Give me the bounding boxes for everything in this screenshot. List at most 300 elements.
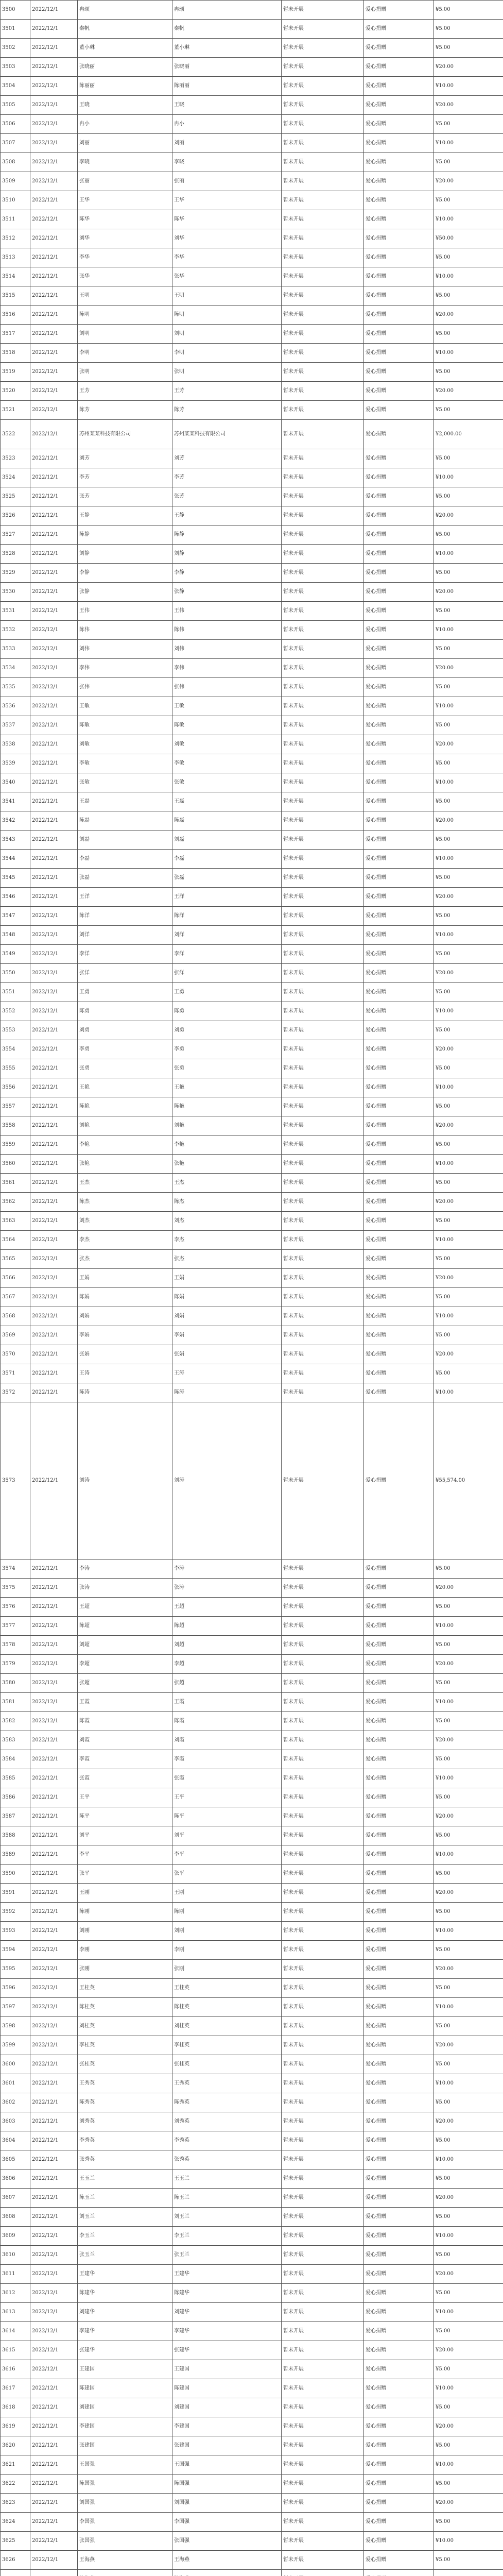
purpose-cell: 爱心捐赠 [364,134,434,153]
donor-name-cell: 陈超 [172,1617,282,1636]
purpose-cell: 爱心捐赠 [364,1307,434,1326]
project-status-cell: 暂未开展 [282,468,364,487]
purpose-cell: 爱心捐赠 [364,773,434,792]
amount-cell: ¥10.00 [434,621,503,640]
purpose-cell: 爱心捐赠 [364,382,434,401]
donor-cell: 陈磊 [78,811,172,831]
project-status-cell: 暂未开展 [282,2131,364,2150]
date-cell: 2022/12/1 [30,2227,78,2246]
table-row [1,1402,503,1560]
project-status-cell: 暂未开展 [282,811,364,831]
serial-number-cell: 3622 [1,2475,30,2494]
amount-cell: ¥5.00 [434,2131,503,2150]
amount-cell: ¥20.00 [434,1345,503,1364]
donor-cell: 李娟 [78,1326,172,1345]
project-status-cell: 暂未开展 [282,1097,364,1116]
date-cell: 2022/12/1 [30,659,78,678]
date-cell: 2022/12/1 [30,420,78,449]
date-cell: 2022/12/1 [30,449,78,468]
project-status-cell: 暂未开展 [282,2189,364,2208]
project-status-cell: 暂未开展 [282,735,364,754]
date-cell: 2022/12/1 [30,1636,78,1655]
table-row [1,344,503,363]
date-cell: 2022/12/1 [30,1383,78,1402]
serial-number-cell: 3579 [1,1655,30,1674]
purpose-cell: 爱心捐赠 [364,1712,434,1731]
date-cell: 2022/12/1 [30,2551,78,2570]
donor-name-cell: 刘勇 [172,1021,282,1040]
amount-cell: ¥10.00 [434,1002,503,1021]
amount-cell: ¥20.00 [434,888,503,907]
project-status-cell: 暂未开展 [282,2227,364,2246]
project-status-cell: 暂未开展 [282,1078,364,1097]
amount-cell: ¥5.00 [434,2398,503,2417]
donor-cell: 王艳 [78,1078,172,1097]
project-status-cell: 暂未开展 [282,1807,364,1826]
serial-number-cell: 3595 [1,1960,30,1979]
donor-cell: 王超 [78,1598,172,1617]
donor-cell: 李霞 [78,1750,172,1769]
purpose-cell: 爱心捐赠 [364,602,434,621]
purpose-cell: 爱心捐赠 [364,964,434,983]
purpose-cell: 爱心捐赠 [364,2112,434,2131]
project-status-cell: 暂未开展 [282,2284,364,2303]
donor-cell: 张伟 [78,678,172,697]
table-row [1,1560,503,1579]
serial-number-cell: 3568 [1,1307,30,1326]
donor-name-cell: 王娟 [172,1269,282,1288]
donor-cell: 刘艳 [78,1116,172,1136]
serial-number-cell: 3594 [1,1941,30,1960]
donor-cell: 王杰 [78,1174,172,1193]
donor-cell: 张国强 [78,2532,172,2551]
project-status-cell: 暂未开展 [282,1116,364,1136]
table-row [1,1383,503,1402]
amount-cell: ¥5.00 [434,907,503,926]
donor-cell: 李建国 [78,2417,172,2436]
donor-cell: 王静 [78,506,172,526]
amount-cell: ¥10.00 [434,2227,503,2246]
purpose-cell: 爱心捐赠 [364,77,434,96]
donor-cell: 张超 [78,1674,172,1693]
donor-cell: 刘敏 [78,735,172,754]
serial-number-cell: 3531 [1,602,30,621]
table-row [1,2475,503,2494]
date-cell: 2022/12/1 [30,468,78,487]
serial-number-cell: 3593 [1,1922,30,1941]
purpose-cell: 爱心捐赠 [364,286,434,306]
date-cell: 2022/12/1 [30,945,78,964]
purpose-cell: 爱心捐赠 [364,325,434,344]
donor-name-cell: 李国强 [172,2513,282,2532]
donor-cell: 陈桂英 [78,1998,172,2017]
purpose-cell: 爱心捐赠 [364,1998,434,2017]
date-cell: 2022/12/1 [30,1560,78,1579]
serial-number-cell: 3554 [1,1040,30,1059]
table-row [1,325,503,344]
serial-number-cell: 3573 [1,1402,30,1560]
date-cell: 2022/12/1 [30,1097,78,1116]
date-cell: 2022/12/1 [30,1250,78,1269]
date-cell: 2022/12/1 [30,888,78,907]
donor-cell: 陈国强 [78,2475,172,2494]
amount-cell: ¥5.00 [434,754,503,773]
donor-cell: 陈洋 [78,907,172,926]
serial-number-cell: 3504 [1,77,30,96]
donor-name-cell: 张刚 [172,1960,282,1979]
donor-name-cell: 刘芳 [172,449,282,468]
project-status-cell: 暂未开展 [282,2475,364,2494]
project-status-cell: 暂未开展 [282,325,364,344]
date-cell: 2022/12/1 [30,1402,78,1560]
amount-cell: ¥5.00 [434,1059,503,1078]
purpose-cell: 爱心捐赠 [364,2322,434,2341]
donor-name-cell: 李伟 [172,659,282,678]
donor-name-cell: 刘平 [172,1826,282,1845]
serial-number-cell: 3589 [1,1845,30,1865]
purpose-cell: 爱心捐赠 [364,420,434,449]
amount-cell: ¥20.00 [434,811,503,831]
amount-cell: ¥5.00 [434,2322,503,2341]
purpose-cell: 爱心捐赠 [364,2551,434,2570]
serial-number-cell: 3614 [1,2322,30,2341]
serial-number-cell: 3610 [1,2246,30,2265]
table-row [1,1903,503,1922]
date-cell: 2022/12/1 [30,2360,78,2379]
table-row [1,1250,503,1269]
amount-cell: ¥20.00 [434,1884,503,1903]
donor-name-cell: 刘华 [172,229,282,248]
date-cell: 2022/12/1 [30,2379,78,2398]
donor-name-cell: 陈建国 [172,2379,282,2398]
date-cell: 2022/12/1 [30,2189,78,2208]
date-cell: 2022/12/1 [30,1903,78,1922]
serial-number-cell: 3551 [1,983,30,1002]
project-status-cell: 暂未开展 [282,2322,364,2341]
table-row [1,2150,503,2170]
serial-number-cell: 3559 [1,1136,30,1155]
project-status-cell: 暂未开展 [282,210,364,229]
donor-cell: 陈建国 [78,2379,172,2398]
project-status-cell: 暂未开展 [282,1655,364,1674]
amount-cell: ¥10.00 [434,1845,503,1865]
donor-cell: 冉颂 [78,1,172,20]
donor-name-cell: 陈伟 [172,621,282,640]
serial-number-cell: 3616 [1,2360,30,2379]
project-status-cell: 暂未开展 [282,1326,364,1345]
date-cell: 2022/12/1 [30,1193,78,1212]
project-status-cell: 暂未开展 [282,1826,364,1845]
table-row [1,506,503,526]
project-status-cell: 暂未开展 [282,1345,364,1364]
donor-cell: 陈勇 [78,1002,172,1021]
project-status-cell: 暂未开展 [282,1693,364,1712]
purpose-cell: 爱心捐赠 [364,2475,434,2494]
project-status-cell: 暂未开展 [282,1960,364,1979]
project-status-cell: 暂未开展 [282,191,364,210]
purpose-cell: 爱心捐赠 [364,153,434,172]
table-row [1,1174,503,1193]
project-status-cell: 暂未开展 [282,1155,364,1174]
donor-cell: 刘洋 [78,926,172,945]
purpose-cell: 爱心捐赠 [364,1021,434,1040]
amount-cell: ¥5.00 [434,1979,503,1998]
serial-number-cell: 3567 [1,1288,30,1307]
purpose-cell: 爱心捐赠 [364,2246,434,2265]
amount-cell: ¥20.00 [434,735,503,754]
table-row [1,1002,503,1021]
donor-cell: 陈静 [78,526,172,545]
table-row [1,1655,503,1674]
table-row [1,2570,503,2576]
donor-name-cell: 王艳 [172,1078,282,1097]
donor-name-cell: 王明 [172,286,282,306]
project-status-cell: 暂未开展 [282,2208,364,2227]
amount-cell: ¥5.00 [434,1560,503,1579]
table-row [1,2360,503,2379]
date-cell: 2022/12/1 [30,1788,78,1807]
donor-cell: 张华 [78,267,172,286]
donor-cell: 陈伟 [78,621,172,640]
amount-cell: ¥10.00 [434,697,503,716]
date-cell: 2022/12/1 [30,754,78,773]
amount-cell: ¥5.00 [434,1250,503,1269]
date-cell: 2022/12/1 [30,1750,78,1769]
donor-name-cell: 李勇 [172,1040,282,1059]
donor-cell: 李勇 [78,1040,172,1059]
amount-cell: ¥10.00 [434,850,503,869]
purpose-cell: 爱心捐赠 [364,39,434,58]
table-row [1,1750,503,1769]
date-cell: 2022/12/1 [30,1059,78,1078]
date-cell: 2022/12/1 [30,2322,78,2341]
donor-name-cell: 陈桂英 [172,1998,282,2017]
table-row [1,678,503,697]
table-row [1,1059,503,1078]
purpose-cell: 爱心捐赠 [364,506,434,526]
project-status-cell: 暂未开展 [282,153,364,172]
donor-cell: 李杰 [78,1231,172,1250]
date-cell: 2022/12/1 [30,2036,78,2055]
donor-name-cell: 王伟 [172,602,282,621]
donor-cell: 李艳 [78,1136,172,1155]
donor-name-cell: 陈洋 [172,907,282,926]
amount-cell: ¥5.00 [434,1212,503,1231]
table-row [1,1598,503,1617]
date-cell: 2022/12/1 [30,1078,78,1097]
purpose-cell: 爱心捐赠 [364,2150,434,2170]
date-cell: 2022/12/1 [30,1807,78,1826]
serial-number-cell: 3523 [1,449,30,468]
table-row [1,1884,503,1903]
donor-cell: 陈明 [78,306,172,325]
amount-cell: ¥5.00 [434,20,503,39]
purpose-cell: 爱心捐赠 [364,2360,434,2379]
donor-name-cell: 王洋 [172,888,282,907]
donor-cell: 张丽 [78,172,172,191]
table-row [1,545,503,564]
donor-cell: 王海燕 [78,2551,172,2570]
project-status-cell: 暂未开展 [282,1769,364,1788]
donor-name-cell: 陈芳 [172,401,282,420]
donor-cell: 刘明 [78,325,172,344]
purpose-cell: 爱心捐赠 [364,2055,434,2074]
date-cell: 2022/12/1 [30,1116,78,1136]
serial-number-cell: 3515 [1,286,30,306]
purpose-cell: 爱心捐赠 [364,2189,434,2208]
project-status-cell: 暂未开展 [282,1212,364,1231]
purpose-cell: 爱心捐赠 [364,2227,434,2246]
date-cell: 2022/12/1 [30,1269,78,1288]
date-cell: 2022/12/1 [30,1884,78,1903]
date-cell: 2022/12/1 [30,2455,78,2475]
table-row [1,983,503,1002]
serial-number-cell: 3574 [1,1560,30,1579]
amount-cell: ¥5.00 [434,1941,503,1960]
donor-name-cell: 冉小 [172,115,282,134]
purpose-cell: 爱心捐赠 [364,945,434,964]
serial-number-cell: 3608 [1,2208,30,2227]
amount-cell: ¥20.00 [434,1116,503,1136]
purpose-cell: 爱心捐赠 [364,1674,434,1693]
table-row [1,2017,503,2036]
serial-number-cell: 3612 [1,2284,30,2303]
purpose-cell: 爱心捐赠 [364,468,434,487]
amount-cell: ¥10.00 [434,1922,503,1941]
amount-cell: ¥10.00 [434,1231,503,1250]
project-status-cell: 暂未开展 [282,449,364,468]
donor-name-cell: 李敏 [172,754,282,773]
table-row [1,2417,503,2436]
donor-name-cell: 刘秀英 [172,2112,282,2131]
serial-number-cell: 3505 [1,96,30,115]
purpose-cell: 爱心捐赠 [364,2379,434,2398]
project-status-cell: 暂未开展 [282,382,364,401]
serial-number-cell: 3600 [1,2055,30,2074]
donor-name-cell: 张芳 [172,487,282,506]
donor-cell: 李玉兰 [78,2227,172,2246]
donor-cell: 刘娟 [78,1307,172,1326]
purpose-cell: 爱心捐赠 [364,1560,434,1579]
donor-name-cell [172,2570,282,2576]
serial-number-cell: 3519 [1,363,30,382]
date-cell: 2022/12/1 [30,306,78,325]
table-row [1,716,503,735]
amount-cell: ¥5.00 [434,983,503,1002]
date-cell: 2022/12/1 [30,983,78,1002]
purpose-cell: 爱心捐赠 [364,210,434,229]
donor-cell: 冉小 [78,115,172,134]
date-cell: 2022/12/1 [30,286,78,306]
table-row [1,773,503,792]
table-row [1,420,503,449]
amount-cell: ¥5.00 [434,831,503,850]
donor-cell: 苏州某某科技有限公司 [78,420,172,449]
date-cell: 2022/12/1 [30,2246,78,2265]
date-cell: 2022/12/1 [30,1865,78,1884]
donor-name-cell: 刘磊 [172,831,282,850]
project-status-cell: 暂未开展 [282,229,364,248]
purpose-cell: 爱心捐赠 [364,2131,434,2150]
donor-cell [78,2570,172,2576]
purpose-cell: 爱心捐赠 [364,1,434,20]
donor-name-cell: 陈平 [172,1807,282,1826]
date-cell: 2022/12/1 [30,831,78,850]
donor-cell: 张芳 [78,487,172,506]
date-cell: 2022/12/1 [30,583,78,602]
table-row [1,526,503,545]
donor-name-cell: 陈明 [172,306,282,325]
donor-name-cell: 冉颂 [172,1,282,20]
serial-number-cell: 3514 [1,267,30,286]
donor-cell: 李超 [78,1655,172,1674]
table-row [1,964,503,983]
date-cell: 2022/12/1 [30,2494,78,2513]
table-row [1,2112,503,2131]
donor-cell: 刘丽 [78,134,172,153]
serial-number-cell: 3552 [1,1002,30,1021]
donor-name-cell: 董小琳 [172,39,282,58]
serial-number-cell: 3548 [1,926,30,945]
table-row [1,1769,503,1788]
donor-name-cell: 张磊 [172,869,282,888]
amount-cell: ¥5.00 [434,1021,503,1040]
purpose-cell: 爱心捐赠 [364,1212,434,1231]
purpose-cell: 爱心捐赠 [364,58,434,77]
donor-cell: 张平 [78,1865,172,1884]
donor-cell: 张晓丽 [78,58,172,77]
date-cell: 2022/12/1 [30,401,78,420]
purpose-cell: 爱心捐赠 [364,2265,434,2284]
table-row [1,907,503,926]
date-cell: 2022/12/1 [30,1731,78,1750]
amount-cell: ¥5.00 [434,1674,503,1693]
project-status-cell: 暂未开展 [282,420,364,449]
date-cell: 2022/12/1 [30,1040,78,1059]
amount-cell: ¥5.00 [434,39,503,58]
date-cell: 2022/12/1 [30,1136,78,1155]
amount-cell: ¥10.00 [434,134,503,153]
project-status-cell: 暂未开展 [282,2417,364,2436]
donor-name-cell: 李桂英 [172,2036,282,2055]
table-row [1,1865,503,1884]
donor-name-cell: 张勇 [172,1059,282,1078]
amount-cell: ¥5.00 [434,401,503,420]
donor-name-cell: 李涛 [172,1560,282,1579]
donor-name-cell: 王刚 [172,1884,282,1903]
project-status-cell: 暂未开展 [282,1617,364,1636]
date-cell: 2022/12/1 [30,210,78,229]
project-status-cell: 暂未开展 [282,1674,364,1693]
purpose-cell [364,2570,434,2576]
donor-cell: 王华 [78,191,172,210]
amount-cell: ¥10.00 [434,1693,503,1712]
date-cell: 2022/12/1 [30,1,78,20]
table-row [1,1922,503,1941]
purpose-cell: 爱心捐赠 [364,1174,434,1193]
serial-number-cell: 3611 [1,2265,30,2284]
serial-number-cell: 3564 [1,1231,30,1250]
date-cell [30,2570,78,2576]
table-row [1,172,503,191]
date-cell: 2022/12/1 [30,1307,78,1326]
table-row [1,2170,503,2189]
donor-cell: 李涛 [78,1560,172,1579]
amount-cell: ¥5.00 [434,945,503,964]
donor-name-cell: 王芳 [172,382,282,401]
amount-cell: ¥5.00 [434,2513,503,2532]
amount-cell: ¥20.00 [434,96,503,115]
